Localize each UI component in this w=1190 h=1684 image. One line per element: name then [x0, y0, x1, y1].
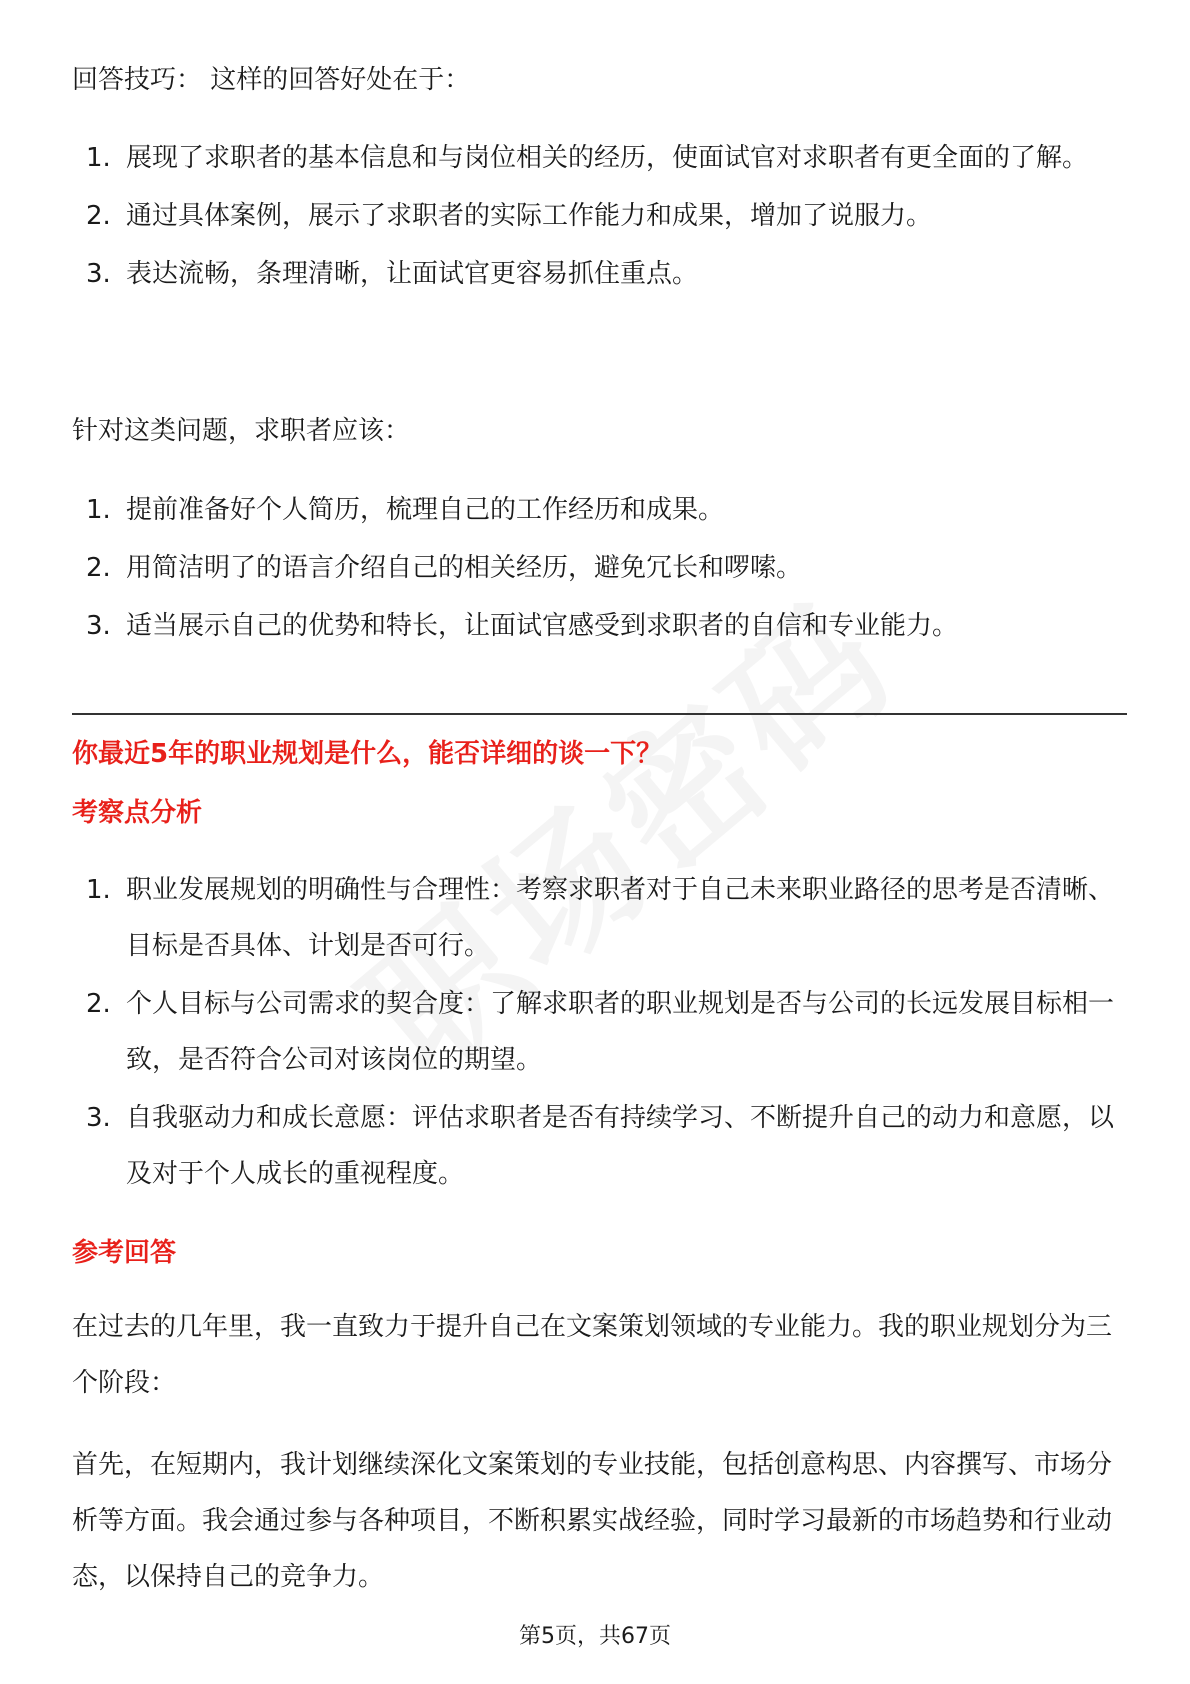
list-text: 提前准备好个人简历，梳理自己的工作经历和成果。 — [126, 495, 725, 525]
page-footer: 第5页，共67页 — [519, 1624, 671, 1649]
list-number: 2. — [86, 553, 111, 583]
list-item — [72, 540, 1117, 596]
list-text: 适当展示自己的优势和特长，让面试官感受到求职者的自信和专业能力。 — [126, 611, 959, 641]
analysis-heading: 考察点分析 — [72, 798, 203, 828]
list-text: 个人目标与公司需求的契合度：了解求职者的职业规划是否与公司的长远发展目标相一致，是否符合公司对该岗位的期望。 — [126, 989, 1115, 1075]
list-text: 展现了求职者的基本信息和与岗位相关的经历，使面试官对求职者有更全面的了解。 — [126, 143, 1089, 173]
analysis-list — [72, 862, 1117, 1204]
list-number: 1. — [86, 143, 111, 173]
benefits-list — [72, 130, 1117, 304]
list-number: 3. — [86, 611, 111, 641]
list-item — [72, 246, 1117, 302]
list-text: 用简洁明了的语言介绍自己的相关经历，避免冗长和啰嗦。 — [126, 553, 803, 583]
list-text: 职业发展规划的明确性与合理性：考察求职者对于自己未来职业路径的思考是否清晰、目标是否具体、计划是否可行。 — [126, 875, 1115, 961]
list-text: 表达流畅，条理清晰，让面试官更容易抓住重点。 — [126, 259, 699, 289]
list-item — [72, 130, 1117, 186]
list-text: 自我驱动力和成长意愿：评估求职者是否有持续学习、不断提升自己的动力和意愿，以及对于个人成长的重视程度。 — [126, 1103, 1115, 1189]
answer-paragraph-1: 在过去的几年里，我一直致力于提升自己在文案策划领域的专业能力。我的职业规划分为三个阶段： — [72, 1312, 1113, 1398]
list-number: 3. — [86, 259, 111, 289]
list-number: 1. — [86, 875, 111, 905]
list-number: 3. — [86, 1103, 111, 1133]
list-item — [72, 862, 1117, 974]
list-number: 2. — [86, 201, 111, 231]
list-number: 1. — [86, 495, 111, 525]
answer-heading: 参考回答 — [72, 1238, 177, 1268]
answer-tip-line: 回答技巧： 这样的回答好处在于： — [72, 65, 471, 95]
list-item — [72, 598, 1117, 654]
list-item — [72, 188, 1117, 244]
question-title: 你最近5年的职业规划是什么，能否详细的谈一下？ — [72, 739, 663, 769]
list-text: 通过具体案例，展示了求职者的实际工作能力和成果，增加了说服力。 — [126, 201, 933, 231]
list-item — [72, 482, 1117, 538]
list-item — [72, 1090, 1117, 1202]
section-divider — [72, 713, 1127, 715]
advice-intro: 针对这类问题，求职者应该： — [72, 416, 411, 446]
list-item — [72, 976, 1117, 1088]
list-number: 2. — [86, 989, 111, 1019]
advice-list — [72, 482, 1117, 656]
answer-paragraph-2: 首先，在短期内，我计划继续深化文案策划的专业技能，包括创意构思、内容撰写、市场分析等方面。我会通过参与各种项目，不断积累实战经验，同时学习最新的市场趋势和行业动态，以保持自己的竞争力。 — [72, 1450, 1113, 1592]
